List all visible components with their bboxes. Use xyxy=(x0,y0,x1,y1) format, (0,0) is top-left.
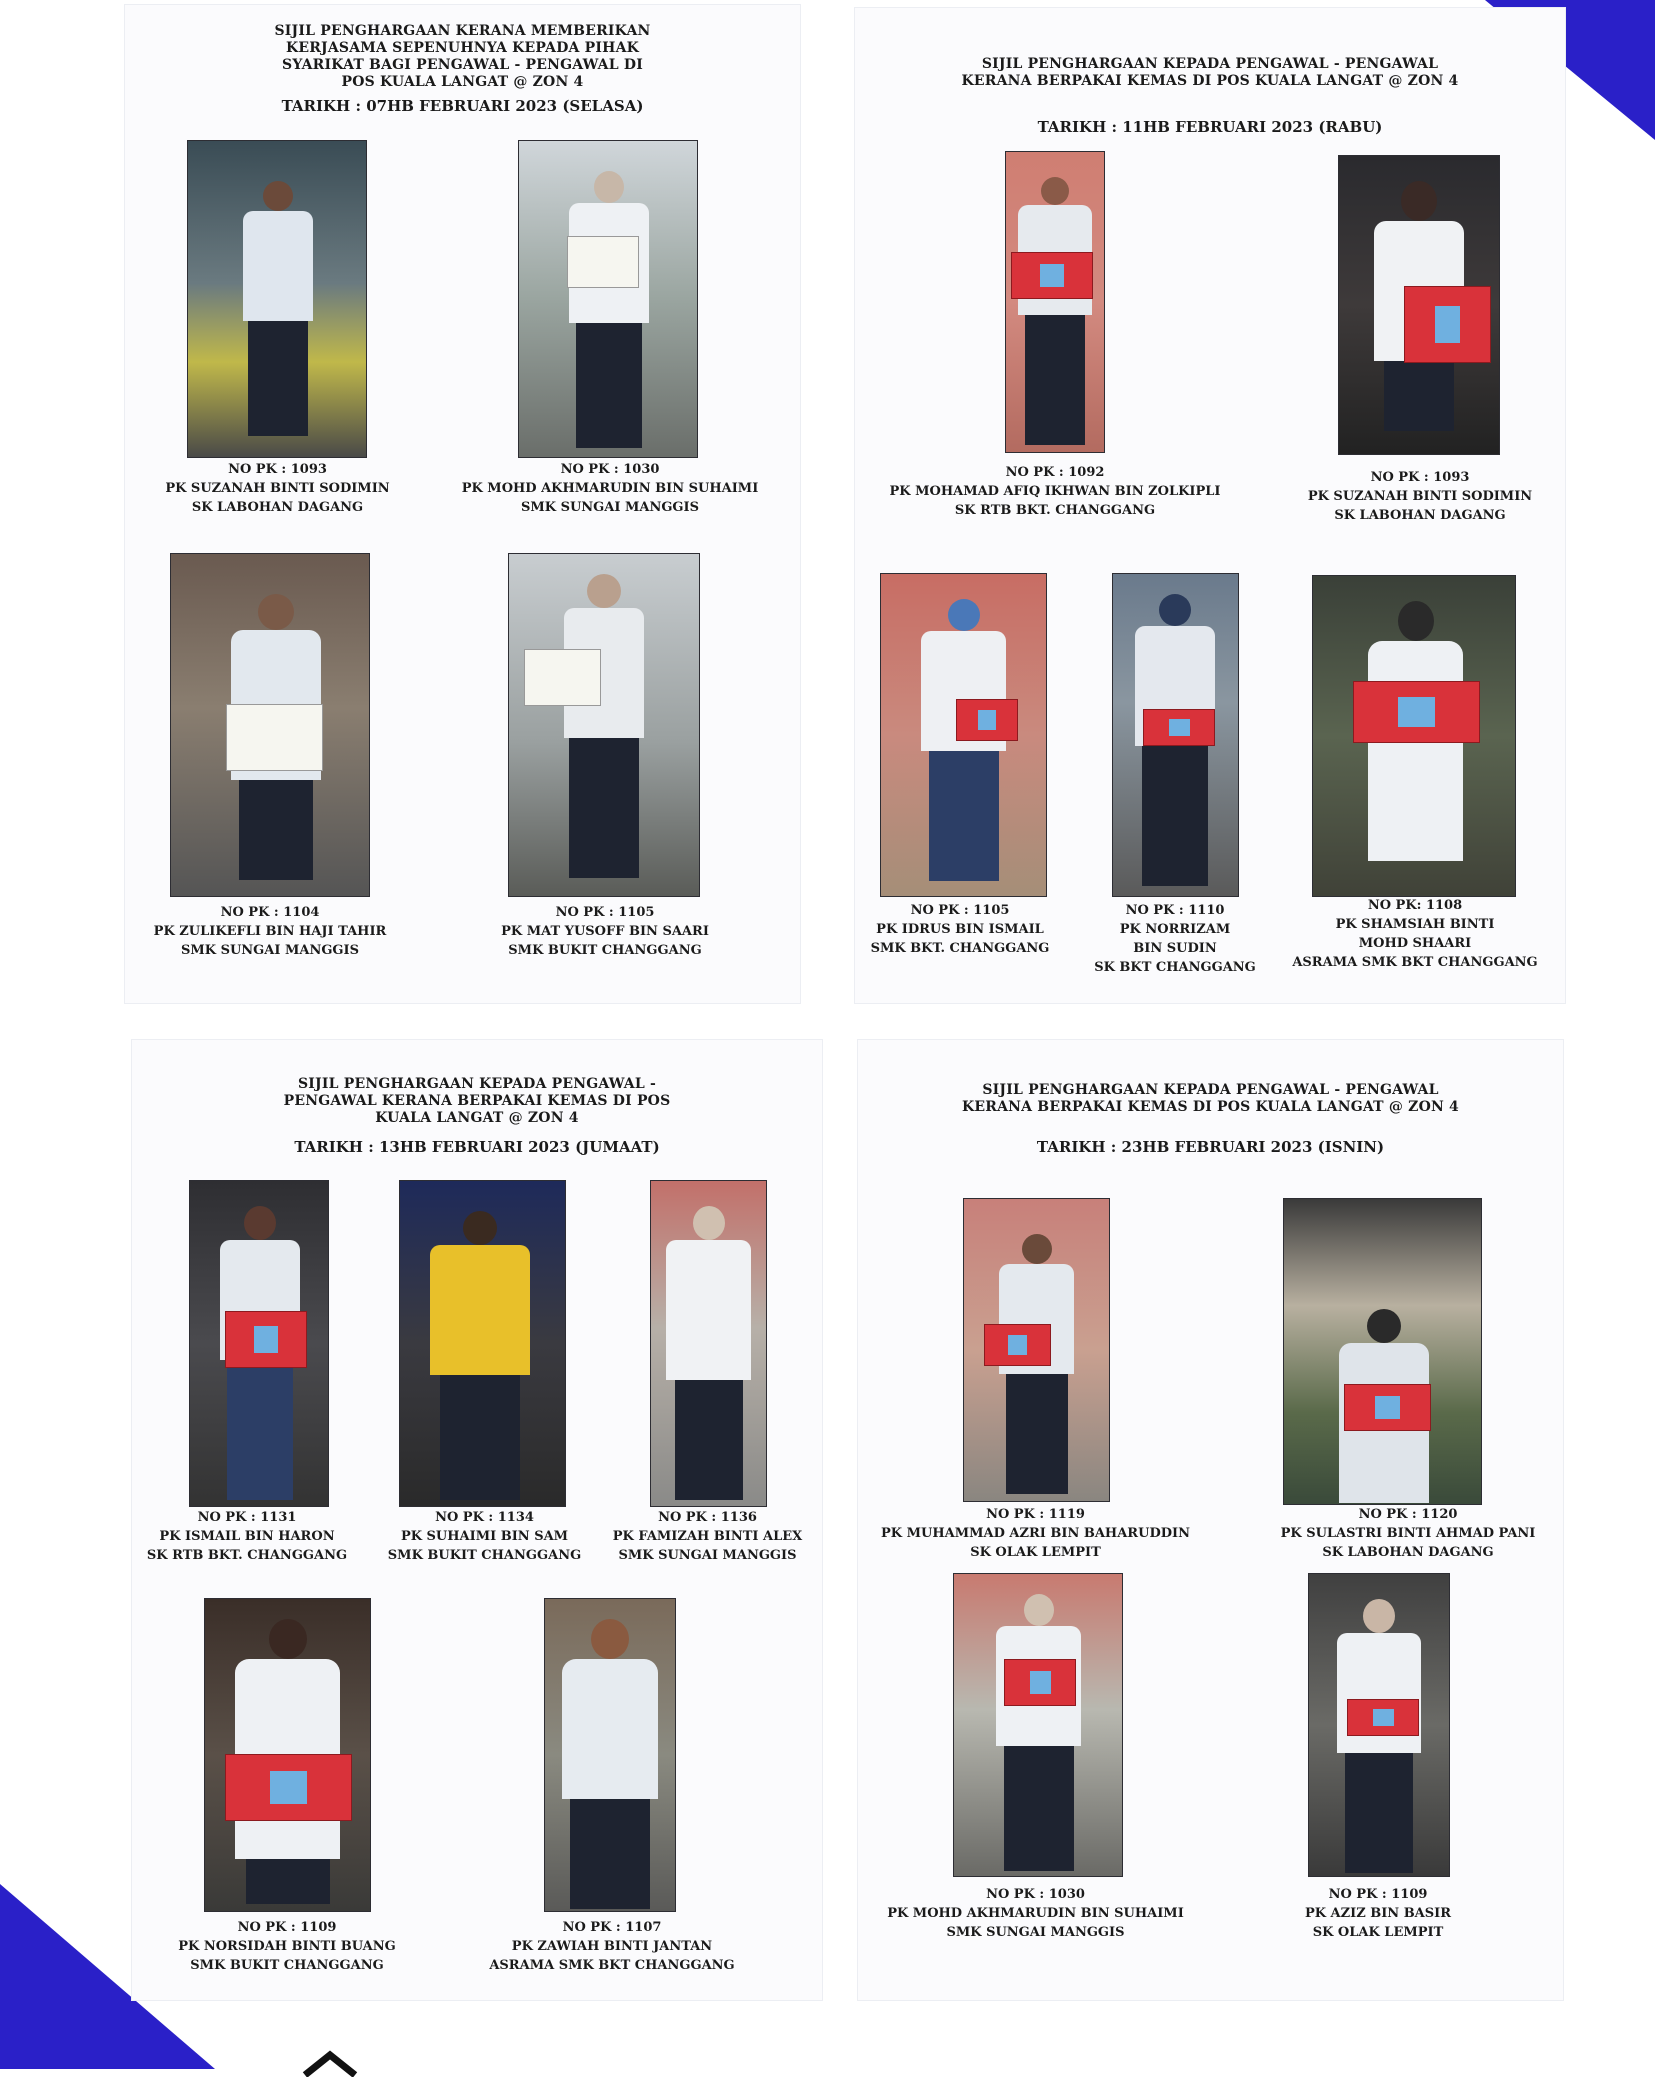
guard-photo xyxy=(204,1598,371,1912)
guard-place: SK LABOHAN DAGANG xyxy=(1322,1545,1494,1560)
guard-caption xyxy=(1275,468,1565,525)
guard-no: NO PK: 1108 xyxy=(1367,898,1463,913)
guard-no: NO PK : 1110 xyxy=(1125,903,1225,918)
panel-07-feb xyxy=(125,5,800,1003)
guard-no: NO PK : 1107 xyxy=(562,1920,662,1935)
guard-caption xyxy=(347,1508,622,1565)
panel-date: TARIKH : 13HB FEBRUARI 2023 (JUMAAT) xyxy=(294,1138,660,1156)
guard-caption xyxy=(130,460,425,517)
guard-place: SK OLAK LEMPIT xyxy=(1312,1925,1444,1940)
panel-title: SIJIL PENGHARGAAN KEPADA PENGAWAL - PENGAWAL KERANA BERPAKAI KEMAS DI POS KUALA LANGAT @ ZON 4 xyxy=(961,56,1459,89)
panel-date: TARIKH : 11HB FEBRUARI 2023 (RABU) xyxy=(1037,118,1383,136)
guard-photo xyxy=(1112,573,1239,897)
panel-title: SIJIL PENGHARGAAN KERANA MEMBERIKAN KERJASAMA SEPENUHNYA KEPADA PIHAK SYARIKAT BAGI PENGAWAL - PENGAWAL DI POS KUALA LANGAT @ ZON 4 xyxy=(274,23,651,90)
guard-name: PK ZAWIAH BINTI JANTAN xyxy=(511,1939,713,1954)
guard-caption xyxy=(440,460,780,517)
guard-caption xyxy=(152,1918,422,1975)
guard-place: SMK SUNGAI MANGGIS xyxy=(946,1925,1125,1940)
guard-photo xyxy=(650,1180,767,1507)
guard-caption xyxy=(1248,1885,1508,1942)
guard-no: NO PK : 1093 xyxy=(228,462,327,477)
guard-name: PK AZIZ BIN BASIR xyxy=(1304,1906,1452,1921)
guard-no: NO PK : 1030 xyxy=(560,462,660,477)
guard-name: PK MAT YUSOFF BIN SAARI xyxy=(501,924,709,939)
guard-no: NO PK : 1104 xyxy=(220,905,320,920)
guard-name-line-2: BIN SUDIN xyxy=(1133,941,1217,956)
panel-11-feb xyxy=(855,8,1565,1003)
guard-caption xyxy=(600,1508,815,1565)
guard-photo xyxy=(1338,155,1500,455)
guard-no: NO PK : 1092 xyxy=(1005,465,1105,480)
guard-caption xyxy=(855,901,1065,958)
guard-photo xyxy=(1312,575,1516,897)
guard-place: SK LABOHAN DAGANG xyxy=(191,500,364,515)
guard-photo xyxy=(518,140,698,458)
guard-no: NO PK : 1119 xyxy=(986,1507,1085,1522)
guard-place: SK OLAK LEMPIT xyxy=(970,1545,1101,1560)
guard-place: SK BKT CHANGGANG xyxy=(1094,960,1256,975)
guard-place: ASRAMA SMK BKT CHANGGANG xyxy=(489,1958,735,1973)
guard-no: NO PK : 1093 xyxy=(1370,470,1470,485)
guard-caption xyxy=(1065,901,1285,977)
guard-caption xyxy=(125,903,415,960)
guard-caption xyxy=(858,1505,1213,1562)
guard-place: SMK BUKIT CHANGGANG xyxy=(508,943,702,958)
guard-caption xyxy=(860,463,1250,520)
guard-name: PK MOHD AKHMARUDIN BIN SUHAIMI xyxy=(461,481,759,496)
guard-name: PK ZULIKEFLI BIN HAJI TAHIR xyxy=(153,924,387,939)
guard-photo xyxy=(189,1180,329,1507)
guard-photo xyxy=(399,1180,566,1507)
guard-name: PK SUZANAH BINTI SODIMIN xyxy=(1307,489,1533,504)
guard-photo xyxy=(1308,1573,1450,1877)
panel-date: TARIKH : 07HB FEBRUARI 2023 (SELASA) xyxy=(281,97,644,115)
guard-caption xyxy=(452,1918,772,1975)
guard-no: NO PK : 1109 xyxy=(237,1920,337,1935)
guard-no: NO PK : 1105 xyxy=(910,903,1010,918)
guard-place: SK RTB BKT. CHANGGANG xyxy=(146,1548,348,1563)
guard-photo xyxy=(953,1573,1123,1877)
guard-name: PK SHAMSIAH BINTI xyxy=(1335,917,1495,932)
guard-name: PK FAMIZAH BINTI ALEX xyxy=(612,1529,803,1544)
guard-photo xyxy=(1005,151,1105,453)
guard-caption xyxy=(858,1885,1213,1942)
guard-no: NO PK : 1105 xyxy=(555,905,655,920)
guard-no: NO PK : 1136 xyxy=(658,1510,757,1525)
panel-date: TARIKH : 23HB FEBRUARI 2023 (ISNIN) xyxy=(1036,1138,1385,1156)
guard-place: SMK SUNGAI MANGGIS xyxy=(618,1548,797,1563)
panel-13-feb xyxy=(132,1040,822,2000)
guard-place: SMK SUNGAI MANGGIS xyxy=(520,500,700,515)
guard-photo xyxy=(187,140,367,458)
guard-caption xyxy=(1270,896,1560,972)
guard-name: PK SULASTRI BINTI AHMAD PANI xyxy=(1280,1526,1536,1541)
guard-photo xyxy=(544,1598,676,1912)
guard-place: ASRAMA SMK BKT CHANGGANG xyxy=(1292,955,1538,970)
guard-name: PK NORRIZAM xyxy=(1119,922,1231,937)
guard-photo xyxy=(963,1198,1110,1502)
guard-photo xyxy=(880,573,1047,897)
guard-name: PK NORSIDAH BINTI BUANG xyxy=(178,1939,396,1954)
guard-photo xyxy=(508,553,700,897)
guard-caption xyxy=(132,1508,362,1565)
guard-no: NO PK : 1109 xyxy=(1328,1887,1428,1902)
guard-name: PK IDRUS BIN ISMAIL xyxy=(876,922,1044,937)
panel-23-feb xyxy=(858,1040,1563,2000)
guard-place: SK LABOHAN DAGANG xyxy=(1334,508,1506,523)
panel-title: SIJIL PENGHARGAAN KEPADA PENGAWAL - PENGAWAL KERANA BERPAKAI KEMAS DI POS KUALA LANGAT @ ZON 4 xyxy=(962,1082,1459,1115)
guard-no: NO PK : 1030 xyxy=(986,1887,1085,1902)
guard-place: SMK BUKIT CHANGGANG xyxy=(387,1548,582,1563)
guard-place: SMK BKT. CHANGGANG xyxy=(870,941,1050,956)
guard-name: PK SUHAIMI BIN SAM xyxy=(400,1529,569,1544)
guard-name: PK MUHAMMAD AZRI BIN BAHARUDDIN xyxy=(881,1526,1190,1541)
guard-place: SMK BUKIT CHANGGANG xyxy=(190,1958,384,1973)
guard-caption xyxy=(450,903,760,960)
guard-place: SMK SUNGAI MANGGIS xyxy=(180,943,360,958)
guard-name-line-2: MOHD SHAARI xyxy=(1358,936,1472,951)
guard-no: NO PK : 1120 xyxy=(1358,1507,1458,1522)
guard-name: PK MOHD AKHMARUDIN BIN SUHAIMI xyxy=(887,1906,1184,1921)
guard-photo xyxy=(1283,1198,1482,1505)
guard-photo xyxy=(170,553,370,897)
guard-name: PK SUZANAH BINTI SODIMIN xyxy=(165,481,390,496)
chevron-up-icon xyxy=(300,2047,360,2077)
guard-no: NO PK : 1131 xyxy=(197,1510,297,1525)
guard-place: SK RTB BKT. CHANGGANG xyxy=(954,503,1156,518)
panel-title: SIJIL PENGHARGAAN KEPADA PENGAWAL - PENGAWAL KERANA BERPAKAI KEMAS DI POS KUALA LANGAT @ ZON 4 xyxy=(283,1076,671,1126)
guard-name: PK ISMAIL BIN HARON xyxy=(159,1529,335,1544)
guard-name: PK MOHAMAD AFIQ IKHWAN BIN ZOLKIPLI xyxy=(889,484,1221,499)
guard-caption xyxy=(1258,1505,1558,1562)
guard-no: NO PK : 1134 xyxy=(435,1510,534,1525)
